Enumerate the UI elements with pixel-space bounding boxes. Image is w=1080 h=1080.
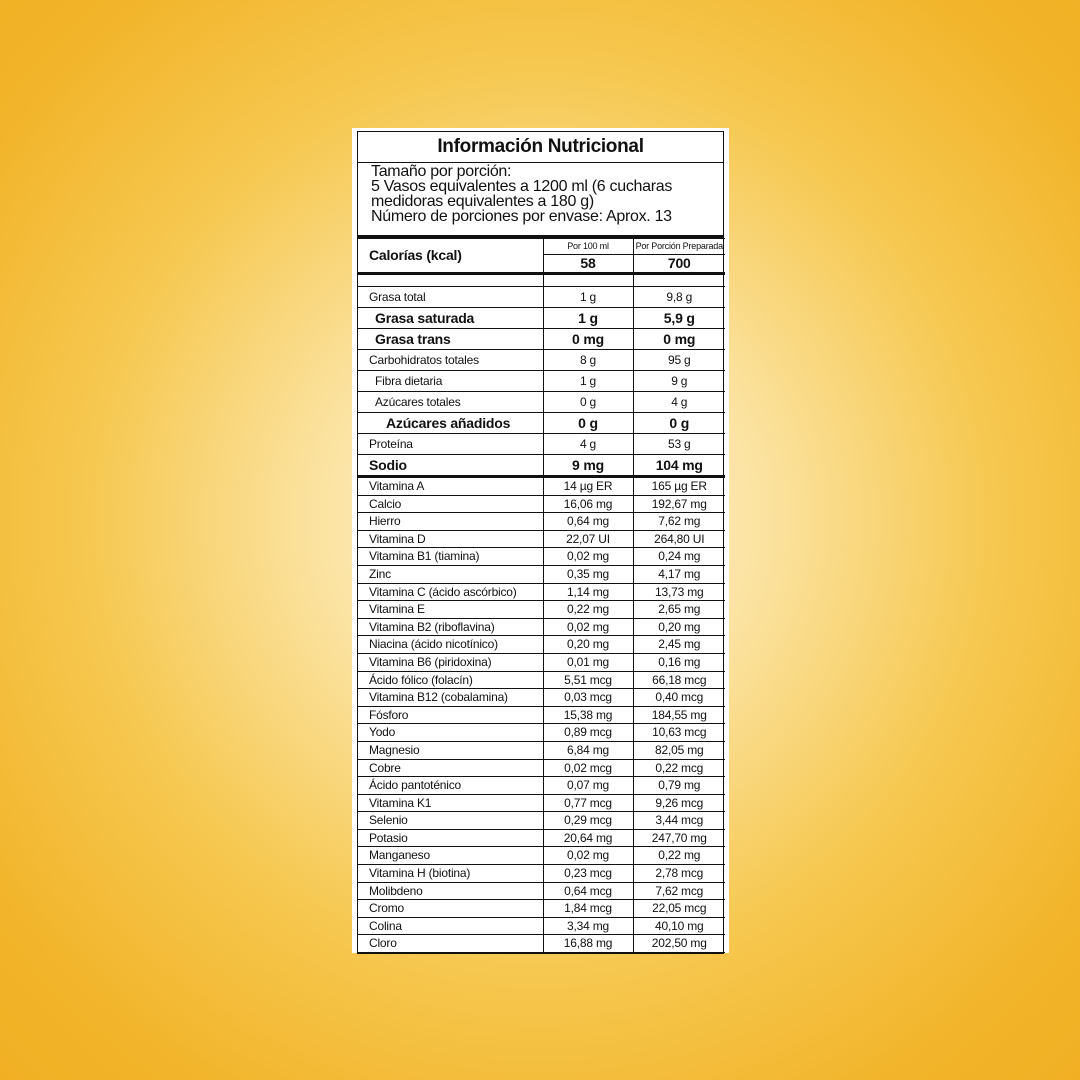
nutrient-value-per-100ml: 0,23 mcg <box>543 865 633 883</box>
micronutrient-row <box>358 724 725 742</box>
nutrient-value-per-100ml: 15,38 mg <box>543 706 633 724</box>
serving-info <box>358 163 723 238</box>
micronutrient-row <box>358 794 725 812</box>
micronutrient-row <box>358 583 725 601</box>
nutrient-name: Vitamina H (biotina) <box>358 865 543 883</box>
nutrient-value-per-serving: 40,10 mg <box>633 917 725 935</box>
nutrient-name: Vitamina K1 <box>358 794 543 812</box>
nutrient-value-per-serving: 0,20 mg <box>633 618 725 636</box>
nutrient-value-per-serving: 264,80 UI <box>633 530 725 548</box>
nutrient-name: Ácido pantoténico <box>358 777 543 795</box>
micronutrient-row <box>358 829 725 847</box>
nutrient-value-per-100ml: 0,01 mg <box>543 653 633 671</box>
nutrient-value-per-100ml: 0 mg <box>543 329 633 350</box>
column-header-per-serving: Por Porción Preparada <box>633 239 725 255</box>
nutrient-value-per-100ml: 1 g <box>543 371 633 392</box>
nutrient-value-per-100ml: 5,51 mcg <box>543 671 633 689</box>
micronutrient-row <box>358 495 725 513</box>
nutrient-value-per-serving: 5,9 g <box>633 308 725 329</box>
serving-size-line: medidoras equivalentes a 180 g) <box>371 193 594 210</box>
nutrient-value-per-serving: 0,40 mcg <box>633 689 725 707</box>
nutrient-value-per-serving: 7,62 mg <box>633 513 725 531</box>
nutrient-value-per-serving: 0 mg <box>633 329 725 350</box>
nutrient-value-per-serving: 13,73 mg <box>633 583 725 601</box>
nutrient-value-per-serving: 3,44 mcg <box>633 812 725 830</box>
nutrient-value-per-serving: 2,65 mg <box>633 601 725 619</box>
nutrient-value-per-100ml: 8 g <box>543 350 633 371</box>
nutrient-name: Cromo <box>358 900 543 918</box>
label-title: Información Nutricional <box>358 132 723 163</box>
table-spacer <box>358 274 725 287</box>
nutrient-row <box>358 350 725 371</box>
nutrient-name: Vitamina A <box>358 477 543 496</box>
nutrient-value-per-100ml: 0,35 mg <box>543 565 633 583</box>
micronutrient-row <box>358 917 725 935</box>
nutrient-row <box>358 455 725 477</box>
nutrient-value-per-serving: 192,67 mg <box>633 495 725 513</box>
nutrient-name: Selenio <box>358 812 543 830</box>
nutrient-name: Zinc <box>358 565 543 583</box>
calories-per-100ml: 58 <box>543 255 633 274</box>
nutrient-name: Fibra dietaria <box>358 371 543 392</box>
micronutrient-row <box>358 706 725 724</box>
nutrient-name: Vitamina E <box>358 601 543 619</box>
nutrient-value-per-serving: 82,05 mg <box>633 741 725 759</box>
micronutrient-row <box>358 847 725 865</box>
micronutrient-row <box>358 618 725 636</box>
nutrient-name: Potasio <box>358 829 543 847</box>
nutrient-value-per-100ml: 0,02 mcg <box>543 759 633 777</box>
nutrient-name: Niacina (ácido nicotínico) <box>358 636 543 654</box>
nutrient-name: Manganeso <box>358 847 543 865</box>
nutrient-value-per-serving: 2,45 mg <box>633 636 725 654</box>
micronutrient-row <box>358 636 725 654</box>
nutrient-value-per-100ml: 1,14 mg <box>543 583 633 601</box>
nutrient-name: Cobre <box>358 759 543 777</box>
micronutrient-row <box>358 882 725 900</box>
nutrient-value-per-serving: 9 g <box>633 371 725 392</box>
nutrient-value-per-100ml: 1 g <box>543 287 633 308</box>
nutrient-value-per-serving: 0,22 mcg <box>633 759 725 777</box>
nutrient-value-per-100ml: 0,29 mcg <box>543 812 633 830</box>
nutrient-value-per-serving: 10,63 mcg <box>633 724 725 742</box>
nutrient-name: Sodio <box>358 455 543 477</box>
micronutrient-row <box>358 565 725 583</box>
nutrient-value-per-100ml: 0,03 mcg <box>543 689 633 707</box>
nutrient-value-per-serving: 4,17 mg <box>633 565 725 583</box>
nutrient-value-per-serving: 184,55 mg <box>633 706 725 724</box>
serving-size-line: 5 Vasos equivalentes a 1200 ml (6 cucharas <box>371 178 673 195</box>
nutrition-label <box>352 128 729 953</box>
micronutrient-row <box>358 777 725 795</box>
nutrient-value-per-100ml: 0,20 mg <box>543 636 633 654</box>
nutrient-value-per-100ml: 0,22 mg <box>543 601 633 619</box>
nutrient-value-per-serving: 202,50 mg <box>633 935 725 953</box>
nutrient-value-per-100ml: 16,06 mg <box>543 495 633 513</box>
nutrient-value-per-100ml: 0 g <box>543 413 633 434</box>
nutrient-value-per-serving: 9,26 mcg <box>633 794 725 812</box>
nutrient-value-per-serving: 165 µg ER <box>633 477 725 496</box>
nutrient-value-per-100ml: 1 g <box>543 308 633 329</box>
micronutrient-row <box>358 653 725 671</box>
nutrient-row <box>358 371 725 392</box>
nutrient-row <box>358 308 725 329</box>
nutrient-value-per-100ml: 0,02 mg <box>543 548 633 566</box>
nutrient-value-per-serving: 22,05 mcg <box>633 900 725 918</box>
nutrient-row <box>358 413 725 434</box>
nutrient-value-per-100ml: 0,02 mg <box>543 847 633 865</box>
nutrient-value-per-100ml: 22,07 UI <box>543 530 633 548</box>
nutrient-name: Grasa trans <box>358 329 543 350</box>
nutrient-value-per-100ml: 1,84 mcg <box>543 900 633 918</box>
serving-size-heading: Tamaño por porción: <box>371 163 512 180</box>
column-header-per-100ml: Por 100 ml <box>543 239 633 255</box>
nutrient-name: Vitamina B12 (cobalamina) <box>358 689 543 707</box>
nutrient-value-per-100ml: 0 g <box>543 392 633 413</box>
nutrient-name: Grasa total <box>358 287 543 308</box>
servings-per-container: Número de porciones por envase: Aprox. 13 <box>371 208 672 225</box>
nutrient-value-per-serving: 104 mg <box>633 455 725 477</box>
nutrient-name: Cloro <box>358 935 543 953</box>
calories-label: Calorías (kcal) <box>358 239 543 274</box>
nutrient-name: Carbohidratos totales <box>358 350 543 371</box>
nutrient-value-per-100ml: 6,84 mg <box>543 741 633 759</box>
nutrient-value-per-100ml: 14 µg ER <box>543 477 633 496</box>
nutrient-value-per-serving: 4 g <box>633 392 725 413</box>
nutrient-value-per-serving: 2,78 mcg <box>633 865 725 883</box>
micronutrient-row <box>358 477 725 496</box>
nutrient-row <box>358 434 725 455</box>
nutrient-value-per-serving: 0,24 mg <box>633 548 725 566</box>
nutrient-value-per-serving: 7,62 mcg <box>633 882 725 900</box>
nutrient-name: Molibdeno <box>358 882 543 900</box>
nutrient-value-per-100ml: 4 g <box>543 434 633 455</box>
nutrient-name: Vitamina D <box>358 530 543 548</box>
micronutrient-row <box>358 812 725 830</box>
nutrient-value-per-100ml: 0,02 mg <box>543 618 633 636</box>
nutrient-name: Yodo <box>358 724 543 742</box>
nutrient-name: Azúcares añadidos <box>358 413 543 434</box>
micronutrient-row <box>358 865 725 883</box>
nutrient-value-per-100ml: 0,07 mg <box>543 777 633 795</box>
calories-per-serving: 700 <box>633 255 725 274</box>
micronutrient-row <box>358 548 725 566</box>
nutrient-name: Azúcares totales <box>358 392 543 413</box>
nutrient-value-per-serving: 53 g <box>633 434 725 455</box>
nutrient-value-per-100ml: 3,34 mg <box>543 917 633 935</box>
micronutrient-row <box>358 741 725 759</box>
nutrient-value-per-100ml: 20,64 mg <box>543 829 633 847</box>
nutrient-name: Vitamina C (ácido ascórbico) <box>358 583 543 601</box>
nutrient-name: Vitamina B6 (piridoxina) <box>358 653 543 671</box>
micronutrient-row <box>358 935 725 953</box>
micronutrient-row <box>358 513 725 531</box>
nutrition-table-frame <box>357 131 724 954</box>
nutrient-table <box>358 238 725 953</box>
nutrient-name: Hierro <box>358 513 543 531</box>
nutrient-value-per-100ml: 9 mg <box>543 455 633 477</box>
nutrient-value-per-serving: 95 g <box>633 350 725 371</box>
nutrient-name: Vitamina B2 (riboflavina) <box>358 618 543 636</box>
micronutrient-row <box>358 601 725 619</box>
nutrient-value-per-serving: 66,18 mcg <box>633 671 725 689</box>
nutrient-row <box>358 287 725 308</box>
nutrient-name: Ácido fólico (folacín) <box>358 671 543 689</box>
micronutrient-row <box>358 671 725 689</box>
nutrient-name: Colina <box>358 917 543 935</box>
nutrient-name: Proteína <box>358 434 543 455</box>
nutrient-value-per-100ml: 0,64 mg <box>543 513 633 531</box>
nutrient-value-per-serving: 0,22 mg <box>633 847 725 865</box>
nutrient-value-per-serving: 0 g <box>633 413 725 434</box>
nutrient-name: Magnesio <box>358 741 543 759</box>
nutrient-name: Grasa saturada <box>358 308 543 329</box>
macronutrient-rows <box>358 287 725 477</box>
nutrient-name: Vitamina B1 (tiamina) <box>358 548 543 566</box>
nutrient-value-per-100ml: 16,88 mg <box>543 935 633 953</box>
nutrient-row <box>358 392 725 413</box>
micronutrient-row <box>358 900 725 918</box>
micronutrient-rows <box>358 477 725 953</box>
nutrient-value-per-serving: 247,70 mg <box>633 829 725 847</box>
micronutrient-row <box>358 759 725 777</box>
nutrient-row <box>358 329 725 350</box>
micronutrient-row <box>358 530 725 548</box>
micronutrient-row <box>358 689 725 707</box>
nutrient-value-per-serving: 0,79 mg <box>633 777 725 795</box>
nutrient-name: Calcio <box>358 495 543 513</box>
nutrient-value-per-100ml: 0,77 mcg <box>543 794 633 812</box>
nutrient-value-per-100ml: 0,89 mcg <box>543 724 633 742</box>
nutrient-name: Fósforo <box>358 706 543 724</box>
nutrient-value-per-serving: 9,8 g <box>633 287 725 308</box>
nutrient-value-per-100ml: 0,64 mcg <box>543 882 633 900</box>
nutrient-value-per-serving: 0,16 mg <box>633 653 725 671</box>
